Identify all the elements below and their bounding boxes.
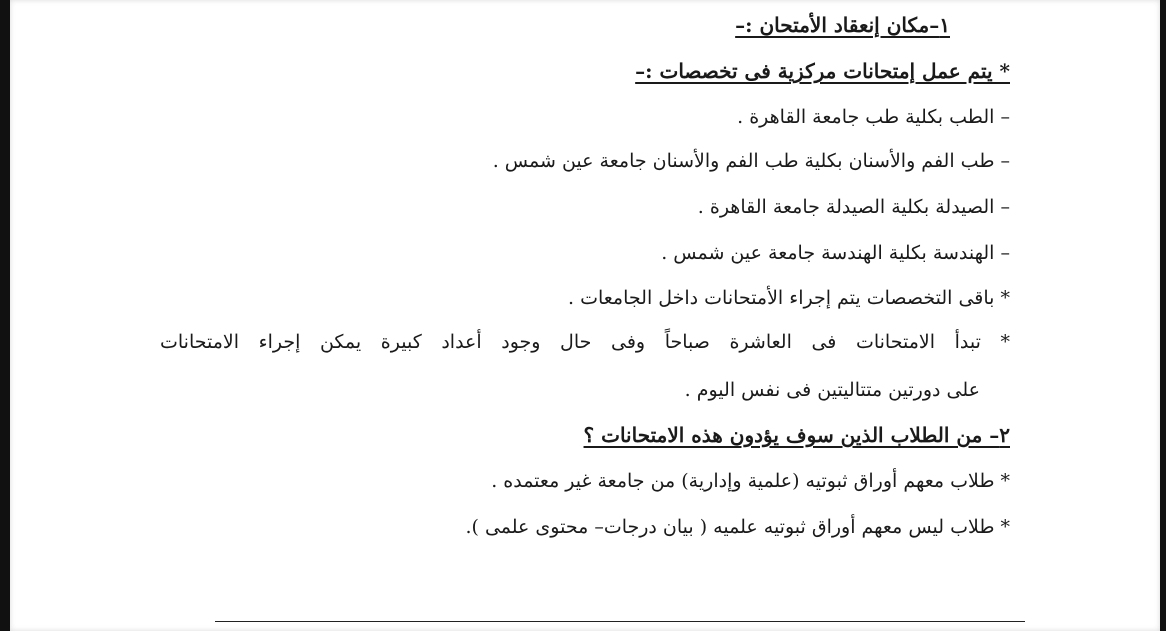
list-item: – الطب بكلية طب جامعة القاهرة . — [737, 106, 1010, 128]
note-exam-time-line2: على دورتين متتاليتين فى نفس اليوم . — [684, 379, 980, 401]
section1-heading: ١–مكان إنعقاد الأمتحان :– — [735, 13, 950, 37]
scan-edge-right — [1160, 0, 1166, 631]
list-item: – الهندسة بكلية الهندسة جامعة عين شمس . — [661, 242, 1010, 264]
footer-rule — [215, 621, 1025, 622]
document-body — [10, 0, 1010, 631]
section2-heading: ٢– من الطلاب الذين سوف يؤدون هذه الامتحانات ؟ — [583, 423, 1010, 447]
list-item: – الصيدلة بكلية الصيدلة جامعة القاهرة . — [697, 196, 1010, 218]
section1-subheading: * يتم عمل إمتحانات مركزية فى تخصصات :– — [635, 59, 1010, 83]
note-other-specialties: * باقى التخصصات يتم إجراء الأمتحانات داخل الجامعات . — [568, 287, 1010, 309]
note-exam-time-line1: * تبدأ الامتحانات فى العاشرة صباحاً وفى حال وجود أعداد كبيرة يمكن إجراء الامتحانات — [160, 331, 1010, 353]
scan-edge-left — [0, 0, 10, 631]
list-item: – طب الفم والأسنان بكلية طب الفم والأسنان جامعة عين شمس . — [492, 150, 1010, 172]
document-page — [10, 0, 1160, 631]
list-item: * طلاب ليس معهم أوراق ثبوتيه علميه ( بيان درجات– محتوى علمى ). — [465, 516, 1010, 538]
list-item: * طلاب معهم أوراق ثبوتيه (علمية وإدارية) من جامعة غير معتمده . — [491, 470, 1010, 492]
